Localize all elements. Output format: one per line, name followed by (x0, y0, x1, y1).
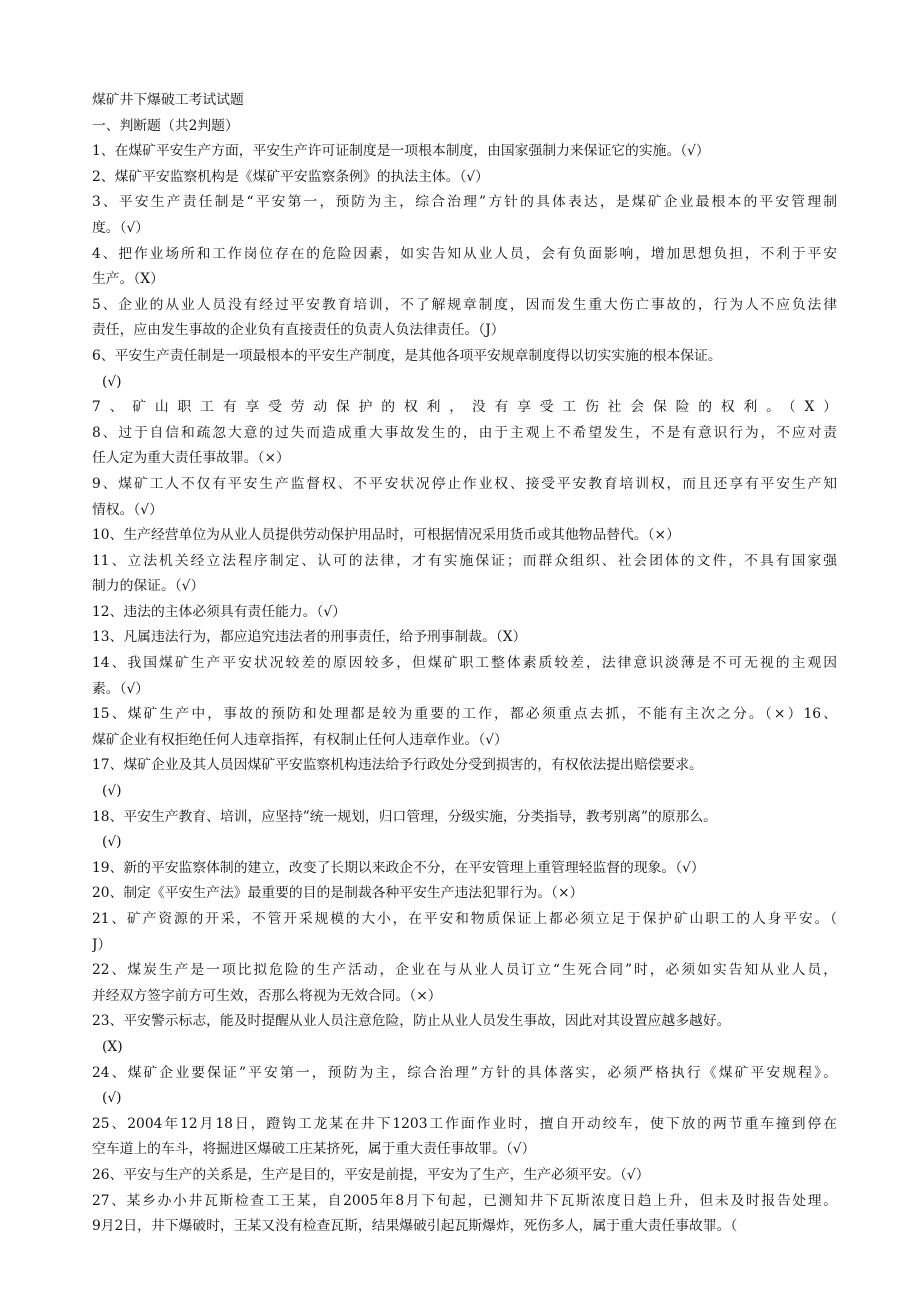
exam-page (92, 88, 837, 1240)
question-line: 素。（√） (92, 680, 150, 697)
question-line: 12、违法的主体必须具有责任能力。（√） (92, 603, 346, 620)
question-line: (√) (102, 1090, 122, 1107)
question-line: 9、煤矿工人不仅有平安生产监督权、不平安状况停止作业权、接受平安教育培训权，而且还享有平安生产知 (92, 475, 837, 492)
question-line: 任人定为重大责任事故罪。（×） (92, 450, 290, 467)
section-heading: 一、判断题（共2判题） (92, 117, 239, 134)
question-line: 2、煤矿平安监察机构是《煤矿平安监察条例》的执法主体。（√） (92, 168, 489, 185)
question-line: 情权。（√） (92, 501, 163, 518)
question-line: 煤矿企业有权拒绝任何人违章指挥，有权制止任何人违章作业。（√） (92, 731, 508, 748)
question-line: 5、企业的从业人员没有经过平安教育培训，不了解规章制度，因而发生重大伤亡事故的，行为人不应负法律 (92, 296, 837, 313)
question-line: 9月2日，井下爆破时，王某又没有检查瓦斯，结果爆破引起瓦斯爆炸，死伤多人，属于重大责任事故罪。（ (92, 1218, 738, 1235)
question-line: 21、矿产资源的开采，不管开采规模的大小，在平安和物质保证上都必须立足于保护矿山职工的人身平安。（ (92, 911, 837, 927)
question-line: 27、某乡办小井瓦斯检查工王某，自2005年8月下旬起，已测知井下瓦斯浓度日趋上升，但未及时报告处理。 (92, 1192, 837, 1209)
question-line: (√) (102, 373, 122, 390)
question-line: 18、平安生产教育、培训，应坚持”统一规划，归口管理，分级实施，分类指导，教考别离”的原那么。 (92, 808, 717, 825)
question-line: (√) (102, 834, 122, 851)
question-line: 1、在煤矿平安生产方面，平安生产许可证制度是一项根本制度，由国家强制力来保证它的实施。（√） (92, 143, 710, 160)
question-line: 11、立法机关经立法程序制定、认可的法律，才有实施保证；而群众组织、社会团体的文件，不具有国家强 (92, 552, 837, 569)
question-line: 4、把作业场所和工作岗位存在的危险因素，如实告知从业人员，会有负面影响，增加思想负担，不利于平安 (92, 245, 837, 262)
question-line: 19、新的平安监察体制的建立，改变了长期以来政企不分，在平安管理上重管理轻监督的现象。（√） (92, 859, 705, 876)
question-line: 23、平安警示标志，能及时提醒从业人员注意危险，防止从业人员发生事故，因此对其设置应越多越好。 (92, 1013, 731, 1030)
question-line: 15、煤矿生产中，事故的预防和处理都是较为重要的工作，都必须重点去抓，不能有主次之分。（×）16、 (92, 706, 837, 723)
question-line: 生产。（X） (92, 271, 164, 288)
question-line: 度。（√） (92, 219, 150, 236)
question-line: (√) (102, 783, 122, 800)
question-line: 空车道上的车斗，将掘进区爆破工庄某挤死，属于重大责任事故罪。（√） (92, 1141, 536, 1158)
question-line: 8、过于自信和疏忽大意的过失而造成重大事故发生的，由于主观上不希望发生，不是有意识行为，不应对责 (92, 424, 837, 441)
question-line: 6、平安生产责任制是一项最根本的平安生产制度，是其他各项平安规章制度得以切实实施的根本保证。 (92, 347, 722, 364)
question-list (92, 139, 837, 1240)
question-line: J） (92, 936, 112, 953)
question-line: 20、制定《平安生产法》最重要的目的是制裁各种平安生产违法犯罪行为。（×） (92, 885, 584, 902)
question-line: (X) (102, 1038, 123, 1055)
question-line: 13、凡属违法行为，都应追究违法者的刑事责任，给予刑事制裁。（X） (92, 629, 527, 646)
question-line: 14、我国煤矿生产平安状况较差的原因较多，但煤矿职工整体素质较差，法律意识淡薄是不可无视的主观因 (92, 655, 837, 672)
question-line: 24、煤矿企业要保证”平安第一，预防为主，综合治理”方针的具体落实，必须严格执行《煤矿平安规程》。 (92, 1064, 837, 1081)
question-line: 7、矿山职工有享受劳动保护的权利，没有享受工伤社会保险的权利。（X） (92, 399, 837, 416)
question-line: 26、平安与生产的关系是，生产是目的，平安是前提，平安为了生产，生产必须平安。（√） (92, 1166, 650, 1183)
question-line: 10、生产经营单位为从业人员提供劳动保护用品时，可根据情况采用货币或其他物品替代。（×） (92, 527, 680, 544)
question-line: 17、煤矿企业及其人员因煤矿平安监察机构违法给予行政处分受到损害的，有权依法提出赔偿要求。 (92, 757, 703, 774)
question-line: 制力的保证。（√） (92, 578, 205, 595)
page-title: 煤矿井下爆破工考试试题 (92, 92, 244, 108)
question-line: 责任，应由发生事故的企业负有直接责任的负责人负法律责任。（J） (92, 322, 505, 339)
question-line: 并经双方签字前方可生效，否那么将视为无效合同。（×） (92, 987, 442, 1004)
question-line: 25、2004年12月18日，蹬钩工龙某在井下1203工作面作业时，擅自开动绞车，使下放的两节重车撞到停在 (92, 1115, 837, 1132)
question-line: 22、煤炭生产是一项比拟危险的生产活动，企业在与从业人员订立“生死合同”时，必须如实告知从业人员， (92, 962, 837, 979)
question-line: 3、平安生产责任制是“平安第一，预防为主，综合治理”方针的具体表达，是煤矿企业最根本的平安管理制 (92, 194, 837, 211)
